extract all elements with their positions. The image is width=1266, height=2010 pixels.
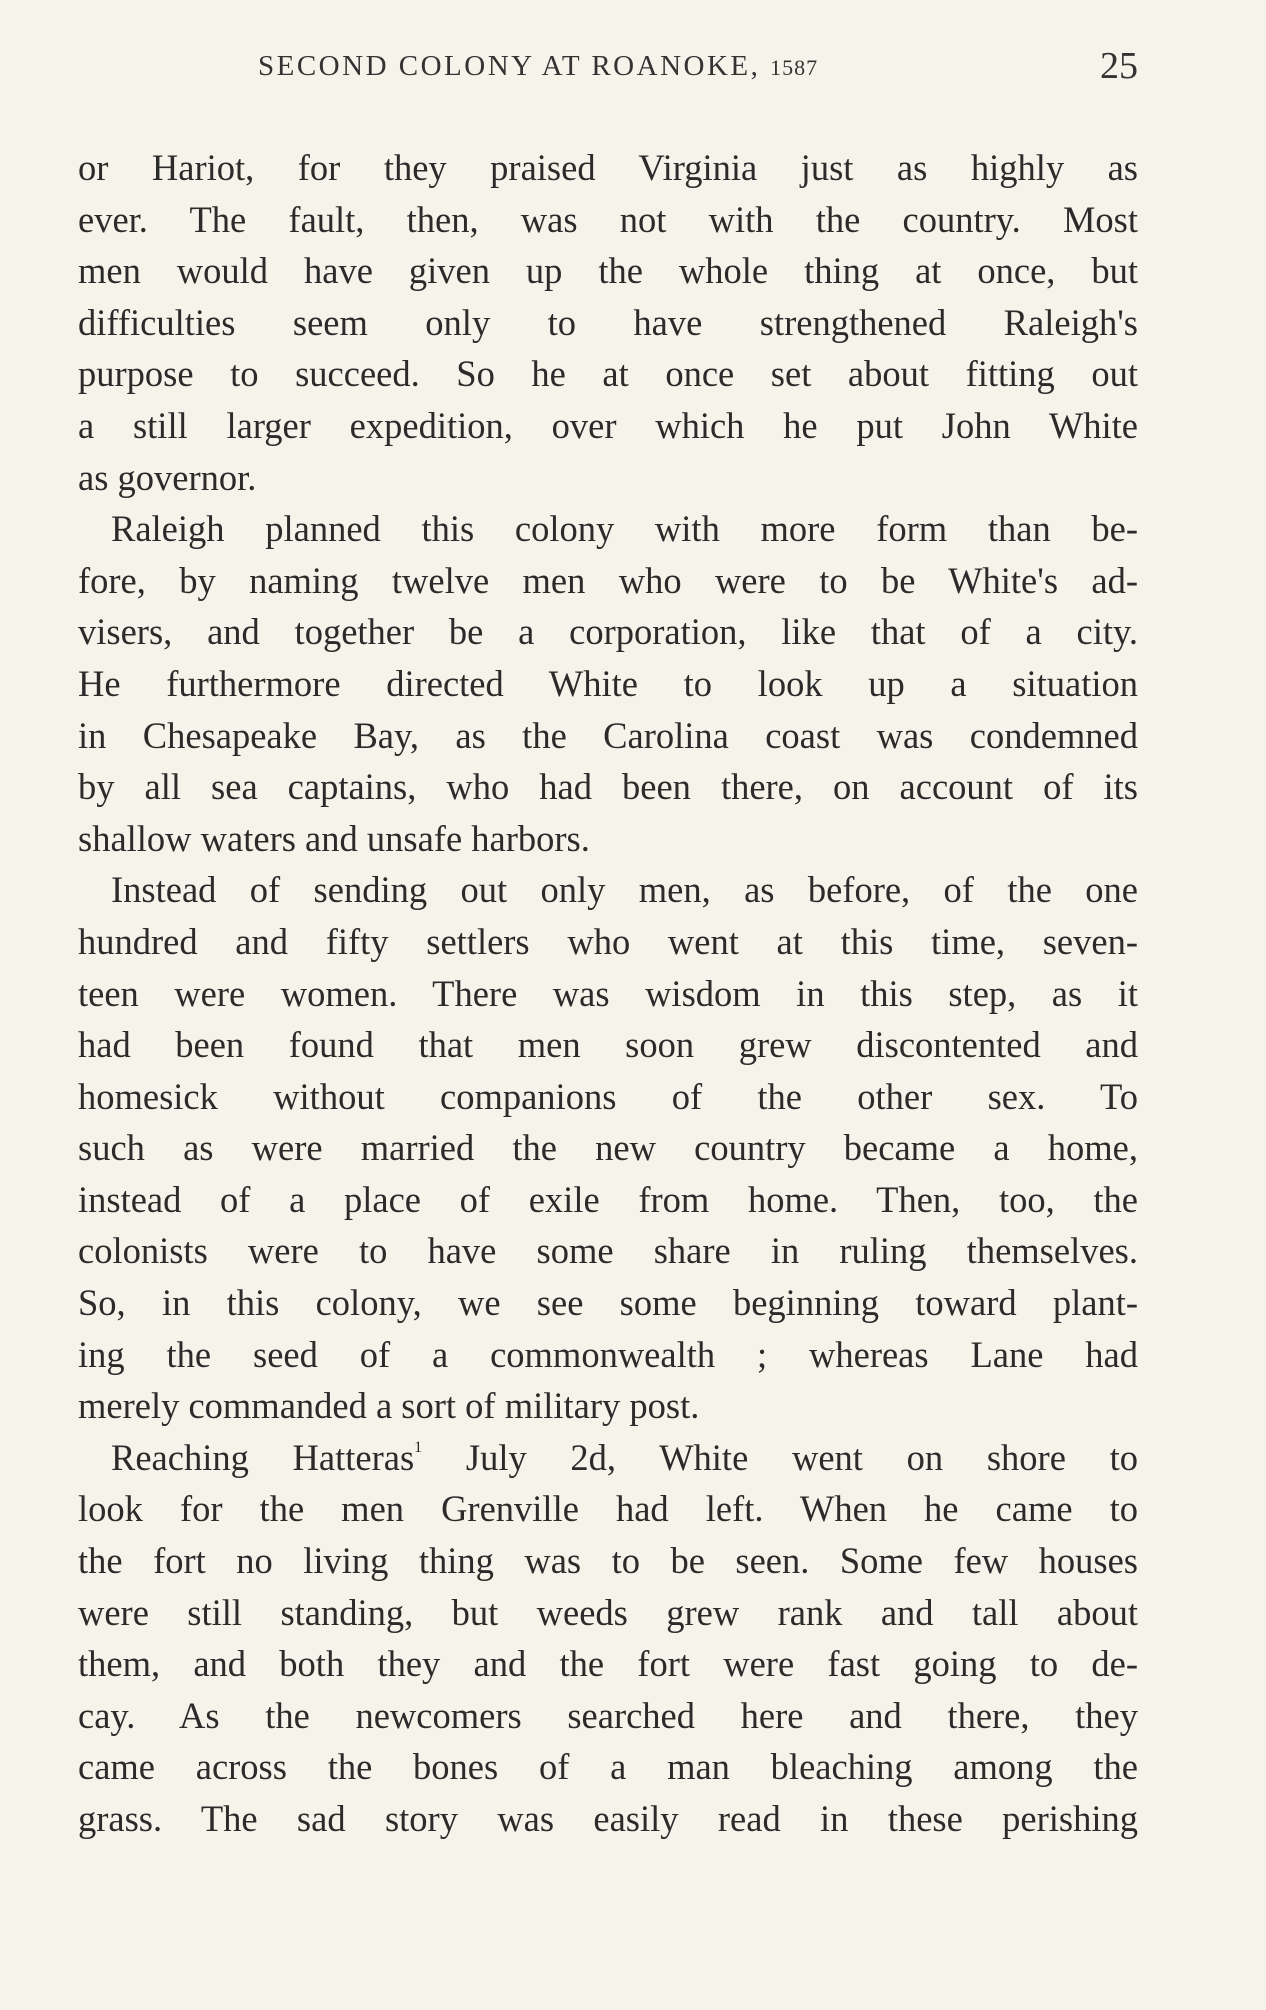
text-line-with-footnote — [78, 1432, 1138, 1484]
text-line: were still standing, but weeds grew rank and tall about — [78, 1591, 1138, 1633]
text-line: such as were married the new country became a home, — [78, 1127, 1138, 1169]
text-line: a still larger expedition, over which he put John White — [78, 404, 1138, 446]
text-line: He furthermore directed White to look up a situation — [78, 662, 1138, 704]
text-line: ever. The fault, then, was not with the country. Most — [78, 198, 1138, 240]
header-year: 1587 — [770, 55, 819, 80]
text-line: difficulties seem only to have strengthened Raleigh's — [78, 301, 1138, 343]
text-line: teen were women. There was wisdom in this step, as it — [78, 972, 1138, 1014]
chapter-title: SECOND COLONY AT ROANOKE, — [258, 50, 761, 82]
text-line: So, in this colony, we see some beginning toward plant- — [78, 1282, 1138, 1324]
text-line: grass. The sad story was easily read in these perishing — [78, 1798, 1138, 1839]
text-line: in Chesapeake Bay, as the Carolina coast was condemned — [78, 714, 1138, 756]
running-head — [78, 38, 1138, 98]
text-line: merely commanded a sort of military post. — [78, 1385, 700, 1427]
text-line: look for the men Grenville had left. When he came to — [78, 1488, 1138, 1530]
text-line: visers, and together be a corporation, like that of a city. — [78, 611, 1138, 653]
footnote-marker: 1 — [414, 1438, 423, 1456]
text-fragment: July 2d, White went on shore to — [422, 1436, 1138, 1478]
text-line: shallow waters and unsafe harbors. — [78, 817, 590, 859]
text-line: as governor. — [78, 456, 257, 498]
book-page — [78, 38, 1138, 1938]
text-line: ing the seed of a commonwealth ; whereas Lane had — [78, 1333, 1138, 1375]
body-text — [78, 142, 1138, 1845]
text-fragment: Reaching Hatteras — [111, 1436, 415, 1478]
text-line: them, and both they and the fort were fast going to de- — [78, 1643, 1138, 1685]
text-line: or Hariot, for they praised Virginia just as highly as — [78, 147, 1138, 188]
text-line: men would have given up the whole thing at once, but — [78, 250, 1138, 292]
text-line: came across the bones of a man bleaching among the — [78, 1746, 1138, 1788]
text-line: Instead of sending out only men, as before, of the one — [111, 869, 1138, 911]
text-line: cay. As the newcomers searched here and there, they — [78, 1694, 1138, 1736]
text-line: fore, by naming twelve men who were to be White's ad- — [78, 559, 1138, 601]
page-number: 25 — [1100, 45, 1138, 87]
text-line: instead of a place of exile from home. Then, too, the — [78, 1178, 1138, 1220]
running-title — [258, 50, 818, 83]
text-line: by all sea captains, who had been there, on account of its — [78, 766, 1138, 808]
text-line: purpose to succeed. So he at once set about fitting out — [78, 353, 1138, 395]
text-line: colonists were to have some share in ruling themselves. — [78, 1230, 1138, 1272]
text-line: homesick without companions of the other sex. To — [78, 1075, 1138, 1117]
text-line: hundred and fifty settlers who went at this time, seven- — [78, 920, 1138, 962]
text-line: had been found that men soon grew discontented and — [78, 1024, 1138, 1066]
text-line: the fort no living thing was to be seen. Some few houses — [78, 1540, 1138, 1582]
text-line: Raleigh planned this colony with more form than be- — [111, 508, 1138, 550]
